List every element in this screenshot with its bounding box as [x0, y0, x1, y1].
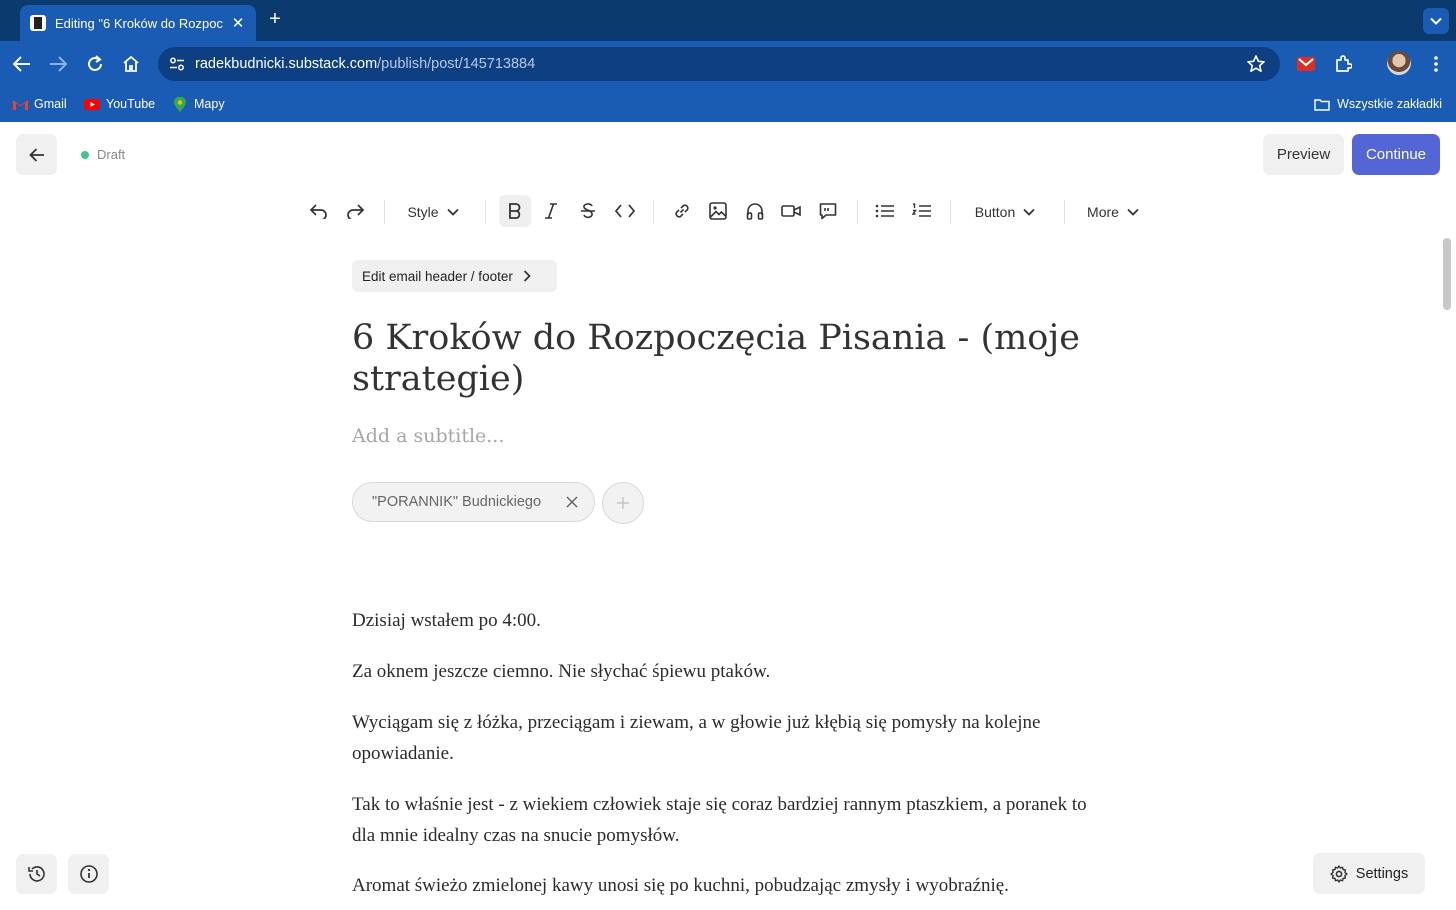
- url-path: /publish/post/145713884: [377, 56, 536, 72]
- undo-icon[interactable]: [303, 195, 335, 227]
- image-icon[interactable]: [702, 195, 734, 227]
- chevron-down-icon: [1023, 208, 1035, 216]
- close-icon[interactable]: [564, 494, 580, 510]
- gmail-icon: [12, 97, 28, 111]
- maps-icon: [172, 97, 188, 111]
- body-paragraph[interactable]: Dzisiaj wstałem po 4:00.: [352, 610, 541, 631]
- browser-tab-strip: [0, 0, 1456, 41]
- body-paragraph[interactable]: Za oknem jeszcze ciemno. Nie słychać śpiewu ptaków.: [352, 661, 771, 682]
- toolbar-divider: [857, 200, 858, 224]
- settings-button[interactable]: [1313, 853, 1425, 894]
- forward-arrow-icon[interactable]: [46, 52, 70, 76]
- code-icon[interactable]: [609, 195, 641, 227]
- bookmark-label: YouTube: [106, 97, 156, 111]
- bookmark-maps[interactable]: [172, 95, 225, 113]
- bookmark-youtube[interactable]: [84, 95, 155, 113]
- preview-button[interactable]: Preview: [1263, 134, 1344, 175]
- tab-search-chevron-icon[interactable]: [1423, 8, 1449, 34]
- address-bar[interactable]: [158, 47, 1280, 81]
- numbered-list-icon[interactable]: [906, 195, 938, 227]
- youtube-icon: [84, 97, 100, 111]
- video-icon[interactable]: [775, 195, 807, 227]
- bookmarks-bar: [0, 87, 1456, 122]
- browser-menu-icon[interactable]: [1424, 52, 1448, 76]
- toolbar-divider: [1064, 200, 1065, 224]
- audio-headphones-icon[interactable]: [739, 195, 771, 227]
- page-scrollbar[interactable]: [1443, 238, 1451, 310]
- gmail-extension-icon[interactable]: [1294, 52, 1318, 76]
- bold-icon[interactable]: [499, 195, 531, 227]
- quote-comment-icon[interactable]: [812, 195, 844, 227]
- redo-icon[interactable]: [339, 195, 371, 227]
- link-icon[interactable]: [666, 195, 698, 227]
- version-history-button[interactable]: [16, 854, 57, 894]
- post-title[interactable]: 6 Kroków do Rozpoczęcia Pisania - (moje strategie): [352, 318, 1080, 399]
- new-tab-icon[interactable]: +: [269, 8, 281, 30]
- editor-back-button[interactable]: [16, 134, 57, 175]
- subtitle-input[interactable]: Add a subtitle...: [352, 425, 505, 447]
- section-tag-label: "PORANNIK" Budnickiego: [372, 494, 542, 510]
- folder-icon: [1313, 97, 1331, 111]
- info-icon: [79, 864, 99, 884]
- add-section-button[interactable]: [602, 482, 644, 524]
- bookmark-star-icon[interactable]: [1246, 54, 1266, 74]
- chevron-right-icon: [523, 270, 531, 282]
- back-arrow-icon[interactable]: [10, 52, 34, 76]
- body-paragraph[interactable]: Wyciągam się z łóżka, przeciągam i ziewam, a w głowie już kłębią się pomysły na kolejne opowiadanie.: [352, 712, 1041, 764]
- bookmark-label: Mapy: [194, 97, 225, 111]
- body-paragraph[interactable]: Aromat świeżo zmielonej kawy unosi się po kuchni, pobudzając zmysły i wyobraźnię.: [352, 875, 1009, 896]
- all-bookmarks[interactable]: [1313, 95, 1442, 113]
- settings-label: Settings: [1355, 865, 1409, 882]
- url-host: radekbudnicki.substack.com: [195, 56, 378, 72]
- status-dot: [81, 151, 89, 159]
- toolbar-divider: [653, 200, 654, 224]
- button-dropdown[interactable]: [965, 195, 1045, 229]
- browser-tab-active[interactable]: [20, 5, 256, 41]
- email-header-footer-label: Edit email header / footer: [362, 268, 513, 284]
- toolbar-divider: [950, 200, 951, 224]
- style-dropdown[interactable]: [398, 195, 468, 229]
- plus-icon: [615, 495, 631, 511]
- toolbar-divider: [485, 200, 486, 224]
- site-settings-icon[interactable]: [166, 53, 188, 75]
- all-bookmarks-label: Wszystkie zakładki: [1337, 97, 1442, 111]
- browser-toolbar: [0, 41, 1456, 87]
- extensions-puzzle-icon[interactable]: [1331, 52, 1355, 76]
- info-button[interactable]: [68, 854, 109, 894]
- edit-email-header-footer-button[interactable]: [352, 260, 557, 292]
- body-paragraph[interactable]: Tak to właśnie jest - z wiekiem człowiek staje się coraz bardziej rannym ptaszkiem, a poranek to dla mnie idealny czas na snucie pomysłów.: [352, 794, 1087, 846]
- home-icon[interactable]: [119, 52, 143, 76]
- reload-icon[interactable]: [83, 52, 107, 76]
- continue-button[interactable]: Continue: [1352, 134, 1440, 175]
- style-dropdown-label: Style: [407, 204, 439, 220]
- strikethrough-icon[interactable]: [572, 195, 604, 227]
- bookmark-gmail[interactable]: [12, 95, 67, 113]
- profile-avatar[interactable]: [1387, 51, 1411, 75]
- button-dropdown-label: Button: [974, 204, 1016, 220]
- more-dropdown-label: More: [1087, 204, 1119, 220]
- draft-label: Draft: [97, 147, 126, 162]
- substack-favicon-icon: [30, 15, 46, 31]
- section-tag[interactable]: [352, 482, 595, 522]
- tab-close-icon[interactable]: ✕: [231, 15, 245, 32]
- url-text: [195, 56, 535, 72]
- draft-status: [81, 147, 125, 162]
- bookmark-label: Gmail: [34, 97, 67, 111]
- bullet-list-icon[interactable]: [869, 195, 901, 227]
- tab-title: Editing "6 Kroków do Rozpoc: [55, 15, 223, 31]
- history-icon: [27, 864, 47, 884]
- more-dropdown[interactable]: [1078, 195, 1148, 229]
- back-arrow-icon: [29, 148, 45, 162]
- gear-icon: [1330, 865, 1348, 883]
- chevron-down-icon: [1127, 208, 1139, 216]
- toolbar-divider: [384, 200, 385, 224]
- chevron-down-icon: [447, 208, 459, 216]
- italic-icon[interactable]: [535, 195, 567, 227]
